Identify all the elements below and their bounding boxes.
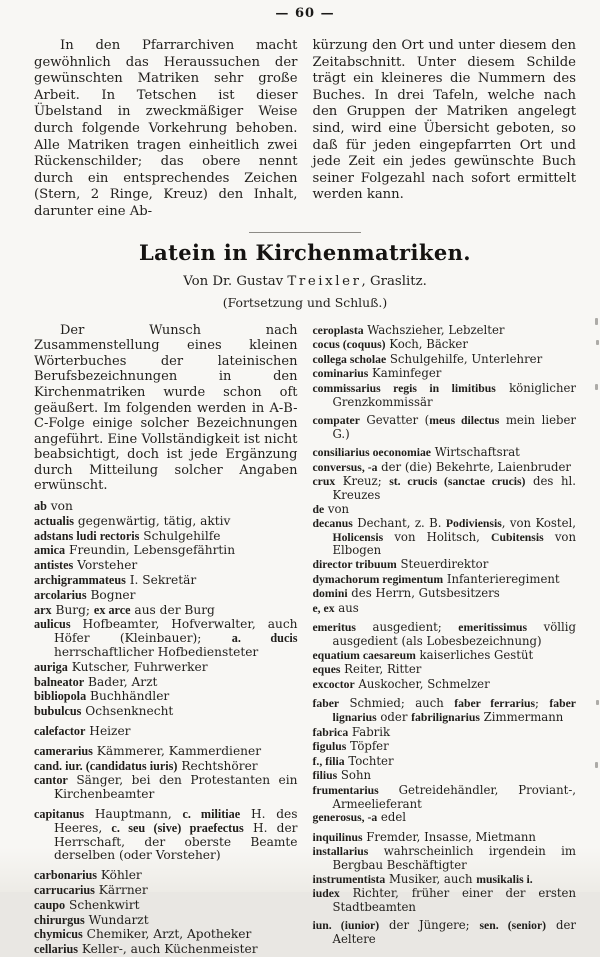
german-gloss: Kreuz;	[335, 474, 390, 489]
latin-term: emeritissimus	[458, 621, 528, 635]
german-gloss: von Elbogen	[332, 529, 576, 558]
latin-term: dymachorum regimentum	[312, 572, 444, 586]
continuation-note: (Fortsetzung und Schluß.)	[222, 294, 388, 310]
latin-term: consiliarius oeconomiae	[312, 446, 431, 460]
german-gloss: Bader, Arzt	[84, 674, 158, 689]
latin-term: capitanus	[34, 807, 85, 821]
german-gloss: ;	[535, 696, 550, 711]
dictionary-entry	[313, 367, 577, 381]
german-gloss: des hl. Kreuzes	[332, 474, 576, 503]
dictionary-entry	[313, 919, 577, 945]
dictionary-entry	[313, 726, 577, 740]
dictionary-entry	[313, 697, 577, 724]
latin-term: caupo	[34, 897, 66, 912]
dictionary-entry	[34, 676, 298, 690]
lead-paragraph: Der Wunsch nach Zusammenstellung eines kleinen Wörterbuches der lateinischen Berufsbezeichnungen in den Kirchenmatriken wurde schon oft geäußert. Im folgenden werden in A-B-C-Folge einige solcher Bezeichnungen angeführt. Eine Vollständigkeit ist nicht beabsichtigt, doch ist jede Ergänzung durch Mitteilung solcher Angaben erwünscht.	[34, 322, 298, 494]
german-gloss: Kärrner	[94, 882, 148, 897]
dictionary-entry	[313, 811, 577, 825]
dictionary-entry	[313, 353, 577, 367]
scan-speck	[595, 318, 598, 325]
latin-term: Podiviensis	[445, 517, 502, 531]
latin-term: st. crucis (sanctae crucis)	[389, 475, 526, 489]
german-gloss: Auskocher, Schmelzer	[354, 676, 490, 691]
latin-term: inquilinus	[312, 830, 363, 844]
latin-term: f., filia	[312, 754, 345, 768]
scan-speck	[596, 340, 599, 345]
dictionary-entry	[34, 869, 298, 883]
dictionary-entry	[313, 845, 577, 871]
dictionary-entry	[313, 573, 577, 587]
latin-term: fabrica	[312, 725, 349, 739]
latin-term: Holicensis	[332, 530, 384, 544]
dictionary-entry	[313, 558, 577, 572]
article-title: Latein in Kirchenmatriken.	[139, 239, 471, 265]
latin-term: musikalis i.	[476, 872, 533, 886]
latin-term: iun. (iunior)	[312, 919, 380, 933]
german-gloss: Schenkwirt	[65, 897, 140, 912]
dictionary-entry	[313, 338, 577, 352]
german-gloss: Koch, Bäcker	[385, 337, 468, 352]
dictionary-entry	[34, 559, 298, 573]
german-gloss: Schmied; auch	[339, 696, 455, 711]
latin-term: adstans ludi rectoris	[34, 528, 140, 543]
latin-term: domini	[312, 587, 348, 601]
latin-term: bubulcus	[34, 704, 82, 719]
dictionary-entry	[313, 503, 577, 517]
latin-term: sen. (senior)	[479, 919, 547, 933]
german-gloss: Schulgehilfe, Unterlehrer	[386, 351, 543, 366]
dictionary-entry	[34, 705, 298, 719]
german-gloss: Burg;	[51, 602, 94, 617]
intro-section	[34, 38, 576, 221]
latin-term: amica	[34, 543, 66, 558]
dictionary-entry	[34, 943, 298, 957]
german-gloss: aus	[334, 600, 359, 615]
german-gloss: Sänger, bei den Protestanten ein Kirchenbeamter	[54, 773, 298, 802]
latin-term: auriga	[34, 659, 68, 674]
section-divider-rule	[249, 232, 361, 233]
german-gloss: Sohn	[337, 768, 372, 783]
dictionary-entry	[34, 544, 298, 558]
german-gloss: Freundin, Lebensgefährtin	[65, 543, 236, 558]
latin-term: cocus (coquus)	[312, 338, 386, 352]
dictionary-entry	[313, 784, 577, 810]
latin-term: figulus	[312, 740, 347, 754]
german-gloss: wahrscheinlich irgendein im Bergbau Beschäftigter	[332, 844, 576, 872]
latin-term: arcolarius	[34, 587, 87, 602]
byline	[34, 274, 576, 289]
dictionary-entry	[34, 774, 298, 802]
dictionary-entry	[34, 899, 298, 913]
dictionary-entry	[34, 808, 298, 863]
dictionary-entry	[34, 884, 298, 898]
latin-term: carbonarius	[34, 868, 97, 883]
german-gloss: von Holitsch,	[383, 529, 492, 544]
german-gloss: Wirtschaftsrat	[431, 445, 520, 460]
latin-term: iudex	[312, 887, 340, 901]
scan-speck	[595, 762, 598, 768]
latin-term: faber lignarius	[332, 697, 576, 724]
dictionary-entry	[34, 661, 298, 675]
latin-term: generosus, -a	[312, 811, 378, 825]
dictionary-entries-right	[313, 324, 577, 946]
german-gloss: des Herrn, Gutsbesitzers	[347, 586, 500, 601]
latin-term: e, ex	[312, 601, 335, 615]
dictionary-entry	[313, 831, 577, 845]
dictionary-entry	[313, 324, 577, 338]
german-gloss: herrschaftlicher Hofbediensteter	[54, 645, 259, 660]
latin-term: ab	[34, 499, 47, 514]
dictionary-entry	[34, 690, 298, 704]
latin-term: calefactor	[34, 724, 86, 739]
latin-term: carrucarius	[34, 882, 95, 897]
latin-term: installarius	[312, 845, 369, 859]
german-gloss: Heizer	[85, 724, 131, 739]
german-gloss: Reiter, Ritter	[340, 662, 422, 677]
german-gloss: , von Kostel,	[501, 516, 576, 531]
dictionary-entry	[313, 649, 577, 663]
german-gloss: Getreidehändler, Proviant-, Armeelieferant	[332, 782, 576, 811]
german-gloss: Hauptmann,	[84, 807, 183, 821]
latin-term: ex arce	[93, 602, 131, 617]
dictionary-entry	[313, 446, 577, 460]
german-gloss: der Jüngere;	[379, 918, 480, 933]
german-gloss: völlig ausgedient (als Lobesbezeichnung)	[332, 620, 576, 648]
german-gloss: der Aeltere	[332, 918, 576, 946]
latin-term: cantor	[34, 773, 68, 788]
german-gloss: Ochsenknecht	[81, 704, 174, 719]
dictionary-entry	[313, 755, 577, 769]
dictionary-entry	[313, 621, 577, 647]
dictionary-entry	[313, 769, 577, 783]
dictionary-entry	[313, 414, 577, 440]
dictionary-entry	[313, 602, 577, 616]
latin-term: director tribuum	[312, 558, 397, 572]
latin-term: equatium caesareum	[312, 648, 416, 662]
latin-term: c. militiae	[182, 807, 241, 821]
german-gloss: der (die) Bekehrte, Laienbruder	[377, 459, 571, 474]
dictionary-entry	[34, 515, 298, 529]
german-gloss: I. Sekretär	[125, 573, 197, 588]
latin-term: emeritus	[312, 621, 356, 635]
german-gloss: Töpfer	[346, 739, 389, 754]
dictionary-entry	[34, 500, 298, 514]
german-gloss: Bogner	[86, 587, 136, 602]
latin-term: aulicus	[34, 617, 71, 632]
german-gloss: von	[46, 499, 73, 514]
dictionary-entry	[313, 740, 577, 754]
german-gloss: mein lieber G.)	[332, 413, 576, 441]
german-gloss: gegenwärtig, tätig, aktiv	[73, 513, 231, 528]
dictionary-entry	[34, 745, 298, 759]
german-gloss: H. des Heeres,	[54, 807, 298, 835]
german-gloss: Schulgehilfe	[139, 528, 221, 543]
author-name: Treixler	[287, 273, 362, 289]
latin-term: collega scholae	[312, 352, 387, 366]
german-gloss: Gevatter (	[359, 413, 430, 428]
german-gloss: Dechant, z. B.	[352, 516, 446, 531]
german-gloss: Kutscher, Fuhrwerker	[67, 659, 208, 674]
dictionary-entry	[34, 589, 298, 603]
german-gloss: Chemiker, Arzt, Apotheker	[82, 927, 252, 942]
german-gloss: Keller-, auch Küchenmeister	[78, 942, 258, 957]
german-gloss: Köhler	[96, 868, 142, 883]
latin-term: antistes	[34, 558, 74, 573]
dictionary-entry	[313, 887, 577, 913]
german-gloss: Fremder, Insasse, Mietmann	[362, 829, 536, 844]
latin-term: cand. iur. (candidatus iuris)	[34, 758, 178, 773]
german-gloss: Tochter	[344, 753, 394, 768]
dictionary-entry	[313, 663, 577, 677]
dictionary-entry	[34, 530, 298, 544]
german-gloss: aus der Burg	[130, 602, 215, 617]
latin-term: chirurgus	[34, 912, 85, 927]
latin-term: instrumentista	[312, 872, 386, 886]
dictionary-entry	[34, 928, 298, 942]
german-gloss: Vorsteher	[73, 558, 138, 573]
dictionary-entry	[313, 475, 577, 501]
dictionary-entry	[34, 574, 298, 588]
scan-speck	[596, 700, 599, 705]
dictionary-entry	[34, 914, 298, 928]
german-gloss: H. der Herrschaft, der oberste Beamte derselben (oder Vorsteher)	[54, 820, 298, 863]
dictionary-entries-left	[34, 500, 298, 957]
german-gloss: Hofbeamter, Hofverwalter, auch Höfer (Kleinbauer);	[54, 617, 298, 646]
latin-term: frumentarius	[312, 783, 379, 797]
dictionary-entry	[313, 587, 577, 601]
german-gloss: ausgedient;	[356, 620, 459, 635]
german-gloss: Steuerdirektor	[396, 557, 489, 572]
german-gloss: Musiker, auch	[385, 871, 477, 886]
latin-term: archigrammateus	[34, 573, 126, 588]
byline-prefix: Von Dr. Gustav	[183, 273, 288, 289]
latin-term: arx	[34, 602, 52, 617]
latin-term: ceroplasta	[312, 323, 364, 337]
german-gloss: Richter, früher einer der ersten Stadtbeamten	[332, 886, 576, 914]
german-gloss: Kämmerer, Kammerdiener	[92, 743, 262, 758]
latin-term: a. ducis	[231, 631, 298, 646]
dictionary-entry	[313, 678, 577, 692]
dictionary-column-right	[313, 323, 577, 957]
german-gloss: Wundarzt	[84, 912, 149, 927]
latin-term: balneator	[34, 674, 85, 689]
latin-term: conversus, -a	[312, 460, 378, 474]
dictionary-entry	[34, 618, 298, 659]
latin-term: cellarius	[34, 942, 79, 957]
german-gloss: Buchhändler	[86, 689, 170, 704]
dictionary-entry	[313, 382, 577, 408]
dictionary-entry	[34, 760, 298, 774]
german-gloss: von	[324, 501, 350, 516]
latin-term: excoctor	[312, 677, 355, 691]
latin-term: c. seu (sive) praefectus	[111, 820, 244, 835]
latin-term: commissarius regis in limitibus	[312, 381, 496, 395]
latin-term: crux	[312, 475, 336, 489]
latin-term: bibliopola	[34, 689, 87, 704]
latin-term: eques	[312, 663, 341, 677]
dictionary-entry	[313, 873, 577, 887]
german-gloss: königlicher Grenzkommissär	[332, 380, 576, 409]
german-gloss: Kaminfeger	[368, 366, 442, 381]
latin-term: filius	[312, 769, 338, 783]
intro-paragraph-right: kürzung den Ort und unter diesem den Zeitabschnitt. Unter diesem Schilde trägt ein kleineres die Nummern des Buches. In drei Tafeln, welche nach den Gruppen der Matriken angelegt sind, wird eine Übersicht geboten, so daß für jeden eingepfarrten Ort und jede Zeit ein jedes gewünschte Buch seiner Folgezahl nach sofort ermittelt werden kann.	[312, 38, 576, 203]
dictionary-entry	[34, 725, 298, 739]
dictionary-entry	[313, 517, 577, 557]
latin-term: de	[312, 502, 325, 516]
intro-paragraph-left: In den Pfarrarchiven macht gewöhnlich das Heraussuchen der gewünschten Matriken sehr große Arbeit. In Tetschen ist dieser Übelstand in zweckmäßiger Weise durch folgende Vorkehrung behoben. Alle Matriken tragen einheitlich zwei Rückenschilder; das obere nennt durch ein entsprechendes Zeichen (Stern, 2 Ringe, Kreuz) den Inhalt, darunter eine Ab-	[34, 38, 298, 219]
latin-term: camerarius	[34, 743, 93, 758]
dictionary-entry	[313, 461, 577, 475]
latin-term: decanus	[312, 517, 353, 531]
latin-term: actualis	[34, 513, 74, 528]
latin-term: meus dilectus	[429, 414, 500, 428]
german-gloss: edel	[377, 810, 406, 825]
latin-term: faber ferrarius	[454, 697, 536, 711]
latin-term: compater	[312, 414, 360, 428]
german-gloss: Rechtshörer	[177, 758, 258, 773]
latin-term: chymicus	[34, 927, 83, 942]
german-gloss: Infanterieregiment	[443, 571, 560, 586]
latin-term: cominarius	[312, 367, 369, 381]
latin-term: fabrilignarius	[411, 710, 480, 724]
german-gloss: oder	[376, 709, 412, 724]
byline-suffix: , Graslitz.	[361, 273, 427, 289]
latin-term: Cubitensis	[491, 530, 544, 544]
page-number: — 60 —	[275, 6, 335, 21]
german-gloss: Fabrik	[348, 724, 391, 739]
dictionary-column-left	[34, 323, 298, 957]
scan-speck	[595, 384, 598, 390]
dictionary-section	[34, 323, 576, 957]
german-gloss: kaiserliches Gestüt	[415, 647, 534, 662]
german-gloss: Zimmermann	[479, 709, 564, 724]
dictionary-entry	[34, 604, 298, 618]
german-gloss: Wachszieher, Lebzelter	[363, 322, 505, 337]
latin-term: faber	[312, 697, 340, 711]
